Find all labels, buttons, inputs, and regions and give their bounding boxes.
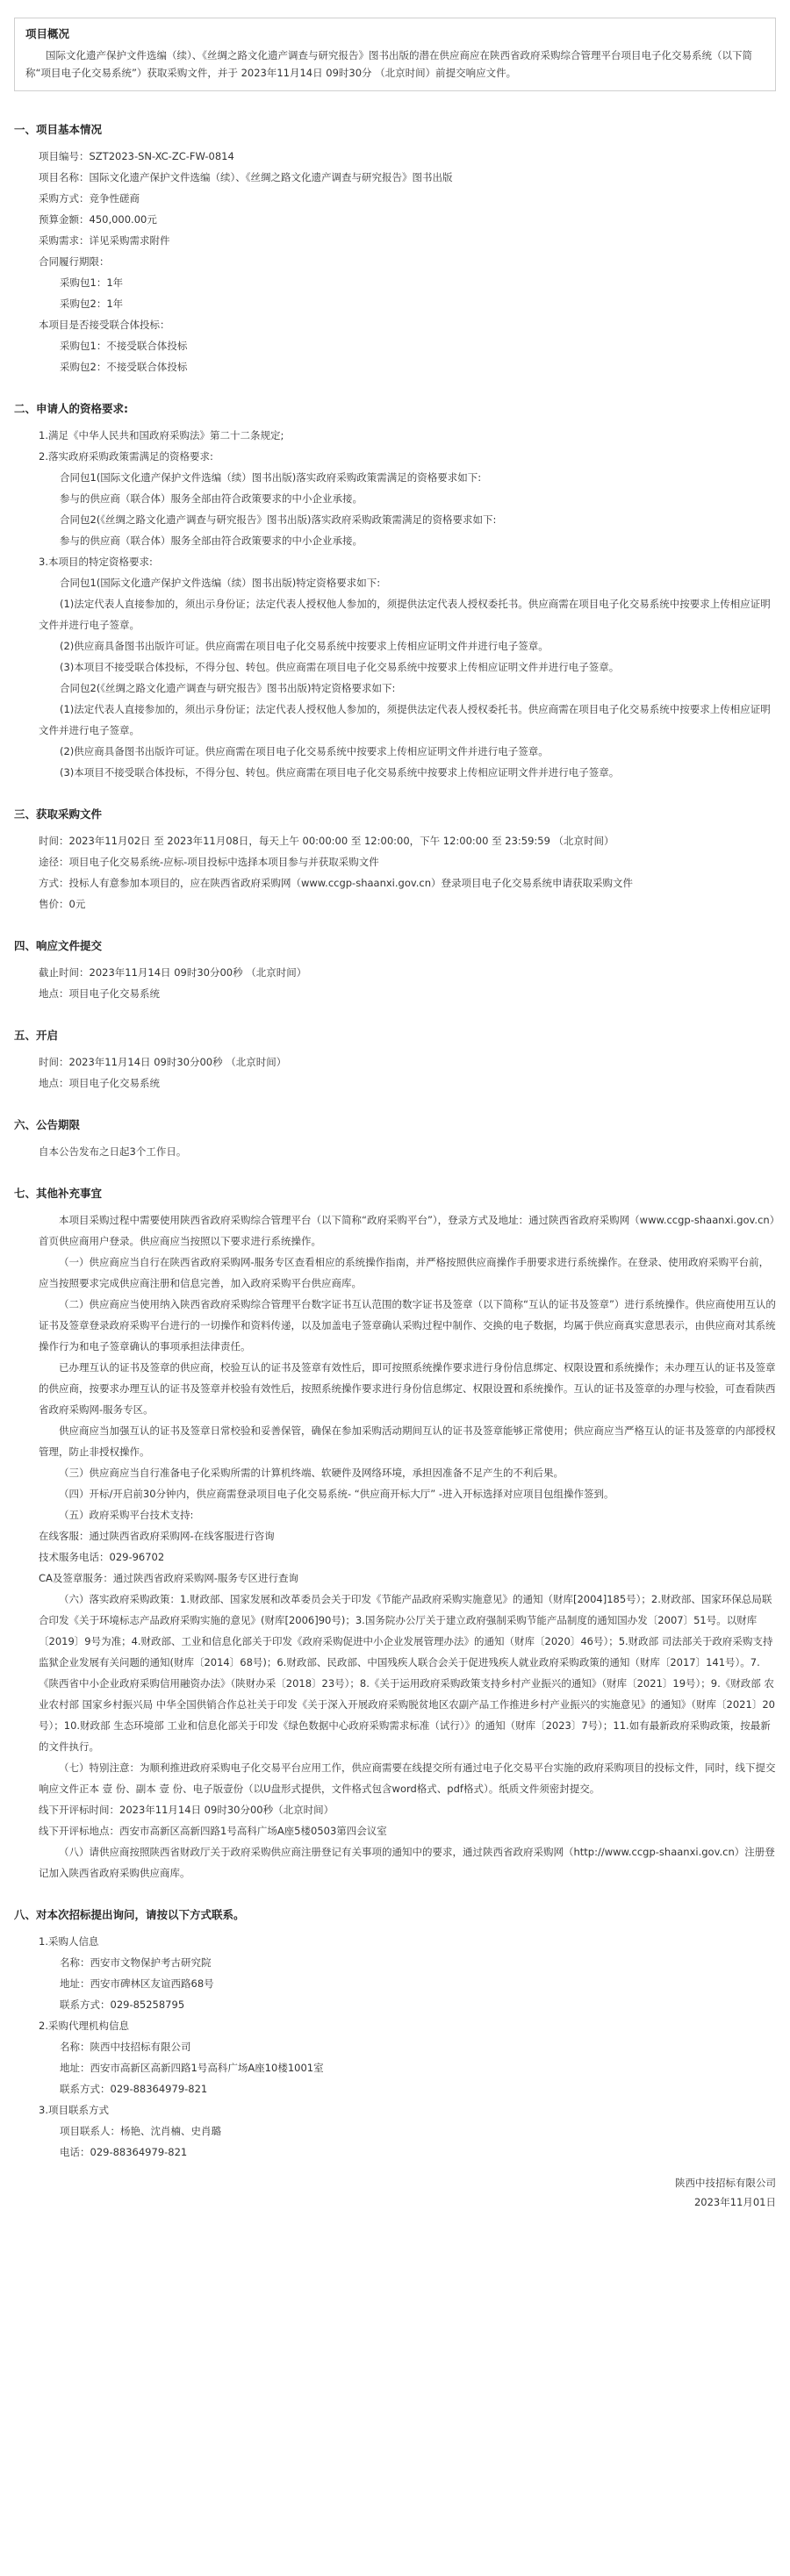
offline-opening-place: 线下开评标地点：西安市高新区高新四路1号高科广场A座5楼0503第四会议室 (39, 1825, 387, 1837)
purchaser-address: 地址：西安市碑林区友谊西路68号 (60, 1977, 214, 1990)
support-online-service: 在线客服：通过陕西省政府采购网-在线客服进行咨询 (39, 1530, 275, 1542)
qualification-3b-3: (3)本项目不接受联合体投标，不得分包、转包。供应商需在项目电子化交易系统中按要求上传相应证明文件并进行电子签章。 (60, 766, 620, 779)
support-phone: 技术服务电话：029-96702 (39, 1551, 165, 1563)
obtain-method: 方式：投标人有意参加本项目的，应在陕西省政府采购网（www.ccgp-shaanxi.gov.cn）登录项目电子化交易系统申请获取采购文件 (39, 877, 634, 889)
consortium-label: 本项目是否接受联合体投标： (39, 319, 170, 331)
section-notice-period-title: 六、公告期限 (14, 1118, 81, 1131)
section-obtain-docs-title: 三、获取采购文件 (14, 807, 103, 821)
opening-time: 时间：2023年11月14日 09时30分00秒 （北京时间） (39, 1056, 287, 1068)
qualification-2a-detail: 参与的供应商（联合体）服务全部由符合政策要求的中小企业承接。 (60, 492, 363, 505)
package1-consortium: 采购包1：不接受联合体投标 (60, 340, 188, 352)
qualification-3a: 合同包1(国际文化遗产保护文件选编（续）图书出版)特定资格要求如下: (60, 577, 381, 589)
procurement-demand: 采购需求：详见采购需求附件 (39, 234, 170, 247)
overview-title: 项目概况 (25, 27, 70, 40)
supplementary-item-5: （五）政府采购平台技术支持: (59, 1509, 194, 1521)
supplementary-item-8: （八）请供应商按照陕西省财政厅关于政府采购供应商注册登记有关事项的通知中的要求，通过陕西省政府采购网（http://www.ccgp-shaanxi.gov.cn）注册登记加入陕西省政府采购供应商库。 (39, 1846, 775, 1879)
supplementary-item-2: （二）供应商应当使用纳入陕西省政府采购综合管理平台数字证书互认范围的数字证书及签章（以下简称“互认的证书及签章”）进行系统操作。供应商使用互认的证书及签章登录政府采购平台进行的一切操作和资料传递，以及加盖电子签章确认采购过程中制作、交换的电子数据，均属于供应商真实意思表示，由供应商对其系统操作行为和电子签章确认的事项承担法律责任。 (39, 1298, 776, 1353)
purchaser-phone: 联系方式：029-85258795 (60, 1998, 185, 2011)
supplementary-item-4: （四）开标/开启前30分钟内，供应商需登录项目电子化交易系统- “供应商开标大厅” -进入开标选择对应项目包组操作签到。 (59, 1488, 614, 1500)
contact-agency-heading: 2.采购代理机构信息 (39, 2020, 129, 2032)
project-number: 项目编号：SZT2023-SN-XC-ZC-FW-0814 (39, 150, 234, 162)
contact-purchaser-heading: 1.采购人信息 (39, 1935, 99, 1948)
submission-deadline: 截止时间：2023年11月14日 09时30分00秒 （北京时间） (39, 966, 307, 979)
obtain-time: 时间：2023年11月02日 至 2023年11月08日，每天上午 00:00:00 至 12:00:00，下午 12:00:00 至 23:59:59 （北京时间） (39, 835, 614, 847)
qualification-3b-2: (2)供应商具备图书出版许可证。供应商需在项目电子化交易系统中按要求上传相应证明文件并进行电子签章。 (60, 745, 549, 757)
qualification-1: 1.满足《中华人民共和国政府采购法》第二十二条规定; (39, 429, 284, 441)
qualification-3: 3.本项目的特定资格要求: (39, 556, 153, 568)
qualification-2b: 合同包2(《丝绸之路文化遗产调查与研究报告》图书出版)落实政府采购政策需满足的资格要求如下: (60, 513, 497, 526)
announcement-page (0, 18, 790, 2212)
footer-organization: 陕西中技招标有限公司 (675, 2177, 776, 2189)
qualification-3b: 合同包2(《丝绸之路文化遗产调查与研究报告》图书出版)特定资格要求如下: (60, 682, 396, 694)
agency-name: 名称：陕西中技招标有限公司 (60, 2041, 191, 2053)
qualification-3a-1: (1)法定代表人直接参加的，须出示身份证；法定代表人授权他人参加的，须提供法定代表人授权委托书。供应商需在项目电子化交易系统中按要求上传相应证明文件并进行电子签章。 (39, 598, 771, 631)
supplementary-item-2c: 供应商应当加强互认的证书及签章日常校验和妥善保管，确保在参加采购活动期间互认的证书及签章能够正常使用；供应商应当严格互认的证书及签章的内部授权管理，防止非授权操作。 (39, 1424, 776, 1458)
project-contact-phone: 电话：029-88364979-821 (60, 2146, 188, 2158)
offline-opening-time: 线下开评标时间：2023年11月14日 09时30分00秒（北京时间） (39, 1804, 334, 1816)
supplementary-item-1: （一）供应商应当自行在陕西省政府采购网-服务专区查看相应的系统操作指南，并严格按照供应商操作手册要求进行系统操作。在登录、使用政府采购平台前，应当按照要求完成供应商注册和信息完善，加入政府采购平台供应商库。 (39, 1256, 770, 1289)
agency-phone: 联系方式：029-88364979-821 (60, 2083, 208, 2095)
contract-period-label: 合同履行期限： (39, 255, 110, 268)
project-name: 项目名称：国际文化遗产保护文件选编（续）、《丝绸之路文化遗产调查与研究报告》图书出版 (39, 171, 453, 183)
purchaser-name: 名称：西安市文物保护考古研究院 (60, 1956, 212, 1969)
supplementary-item-3: （三）供应商应当自行准备电子化采购所需的计算机终端、软硬件及网络环境，承担因准备不足产生的不利后果。 (59, 1467, 564, 1479)
procurement-method: 采购方式：竞争性磋商 (39, 192, 140, 205)
package1-period: 采购包1：1年 (60, 276, 124, 289)
section-opening-title: 五、开启 (14, 1029, 59, 1042)
section-supplementary-title: 七、其他补充事宜 (14, 1187, 103, 1200)
qualification-2a: 合同包1(国际文化遗产保护文件选编（续）图书出版)落实政府采购政策需满足的资格要求如下: (60, 471, 482, 484)
section-qualification-title: 二、申请人的资格要求: (14, 402, 128, 415)
obtain-way: 途径：项目电子化交易系统-应标-项目投标中选择本项目参与并获取采购文件 (39, 856, 379, 868)
package2-consortium: 采购包2：不接受联合体投标 (60, 361, 188, 373)
qualification-2b-detail: 参与的供应商（联合体）服务全部由符合政策要求的中小企业承接。 (60, 535, 363, 547)
notice-period-text: 自本公告发布之日起3个工作日。 (39, 1145, 187, 1158)
section-basic-info-title: 一、项目基本情况 (14, 123, 103, 136)
supplementary-item-7: （七）特别注意：为顺利推进政府采购电子化交易平台应用工作，供应商需要在线提交所有通过电子化交易平台实施的政府采购项目的投标文件，同时，线下提交响应文件正本 壹 份、副本 壹 份、电子版壹份（以U盘形式提供，文件格式包含word格式、pdf格式）。纸质文件须密封提交。 (39, 1762, 776, 1795)
qualification-3b-1: (1)法定代表人直接参加的，须出示身份证；法定代表人授权他人参加的，须提供法定代表人授权委托书。供应商需在项目电子化交易系统中按要求上传相应证明文件并进行电子签章。 (39, 703, 771, 736)
supplementary-intro: 本项目采购过程中需要使用陕西省政府采购综合管理平台（以下简称“政府采购平台”），登录方式及地址：通过陕西省政府采购网（www.ccgp-shaanxi.gov.cn）首页供应商用户登录。供应商应当按照以下要求进行系统操作。 (39, 1214, 775, 1247)
section-contact-title: 八、对本次招标提出询问，请按以下方式联系。 (14, 1908, 245, 1921)
agency-address: 地址：西安市高新区高新四路1号高科广场A座10楼1001室 (60, 2062, 324, 2074)
supplementary-item-6: （六）落实政府采购政策：1.财政部、国家发展和改革委员会关于印发《节能产品政府采购实施意见》的通知（财库[2004]185号）；2.财政部、国家环保总局联合印发《关于环境标志产品政府采购实施的意见》(财库[2006]90号)；3.国务院办公厅关于建立政府强制采购节能产品制度的通知国办发〔2007〕51号。以财库〔2019〕9号为准；4.财政部、工业和信息化部关于印发《政府采购促进中小企业发展管理办法》的通知（财库〔2020〕46号）；5.财政部 司法部关于政府采购支持监狱企业发展有关问题的通知(财库〔2014〕68号)；6.财政部、民政部、中国残疾人联合会关于促进残疾人就业政府采购政策的通知（财库〔2017〕141号）。7.《陕西省中小企业政府采购信用融资办法》（陕财办采〔2018〕23号）；8.《关于运用政府采购政策支持乡村产业振兴的通知》（财库〔2021〕19号）；9.《财政部 农业农村部 国家乡村振兴局 中华全国供销合作总社关于印发《关于深入开展政府采购脱贫地区农副产品工作推进乡村产业振兴的实施意见》的通知》（财库〔2021〕20 号）；10.财政部 生态环境部 工业和信息化部关于印发《绿色数据中心政府采购需求标准（试行）》的通知（财库〔2023〕7号）；11.如有最新政府采购政策，按最新的文件执行。 (39, 1593, 775, 1753)
contact-project-heading: 3.项目联系方式 (39, 2104, 109, 2116)
support-ca-service: CA及签章服务：通过陕西省政府采购网-服务专区进行查询 (39, 1572, 299, 1584)
qualification-3a-2: (2)供应商具备图书出版许可证。供应商需在项目电子化交易系统中按要求上传相应证明文件并进行电子签章。 (60, 640, 549, 652)
qualification-3a-3: (3)本项目不接受联合体投标，不得分包、转包。供应商需在项目电子化交易系统中按要求上传相应证明文件并进行电子签章。 (60, 661, 620, 673)
section-submission-title: 四、响应文件提交 (14, 939, 103, 952)
project-overview-box (14, 18, 776, 91)
qualification-2: 2.落实政府采购政策需满足的资格要求: (39, 450, 213, 463)
project-contact-persons: 项目联系人：杨艳、沈肖楠、史肖璐 (60, 2125, 221, 2137)
supplementary-item-2b: 已办理互认的证书及签章的供应商，校验互认的证书及签章有效性后，即可按照系统操作要求进行身份信息绑定、权限设置和系统操作；未办理互认的证书及签章的供应商，按要求办理互认的证书及签章并校验有效性后，按照系统操作要求进行身份信息绑定、权限设置和系统操作。互认的证书及签章的办理与校验，可查看陕西省政府采购网-服务专区。 (39, 1361, 776, 1416)
submission-place: 地点：项目电子化交易系统 (39, 987, 160, 1000)
budget-amount: 预算金额：450,000.00元 (39, 213, 157, 226)
footer-date: 2023年11月01日 (693, 2196, 776, 2208)
overview-text: 国际文化遗产保护文件选编（续）、《丝绸之路文化遗产调查与研究报告》图书出版的潜在供应商应在陕西省政府采购综合管理平台项目电子化交易系统（以下简称“项目电子化交易系统”）获取采购文件，并于 2023年11月14日 09时30分 （北京时间）前提交响应文件。 (25, 49, 752, 79)
obtain-price: 售价：0元 (39, 898, 86, 910)
opening-place: 地点：项目电子化交易系统 (39, 1077, 160, 1089)
package2-period: 采购包2：1年 (60, 298, 124, 310)
